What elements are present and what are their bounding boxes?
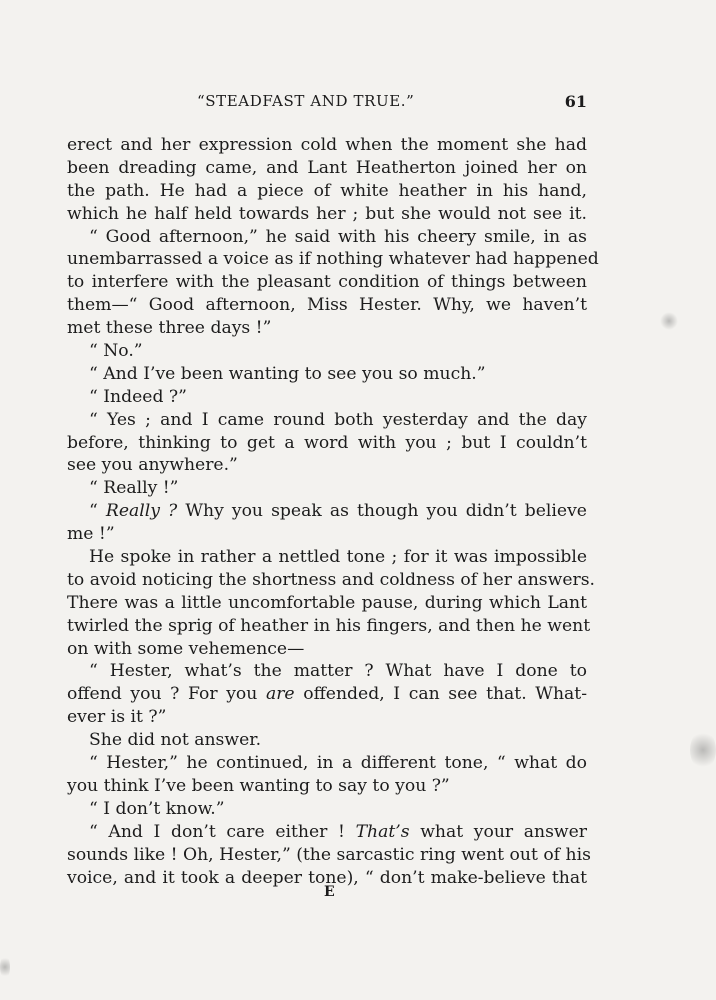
- text-line: which he half held towards her ; but she would not see it.: [67, 203, 587, 224]
- scan-smudge: [660, 312, 678, 330]
- scan-smudge: [690, 730, 716, 770]
- running-title: “STEADFAST AND TRUE.”: [197, 92, 415, 110]
- text-line: “ I don’t know.”: [89, 798, 225, 819]
- scan-smudge: [0, 955, 10, 979]
- text-line: on with some vehemence—: [67, 638, 305, 659]
- emphasis-text: Really ?: [105, 501, 178, 522]
- text-line: to avoid noticing the shortness and coldness of her answers.: [67, 569, 595, 590]
- text-line: before, thinking to get a word with you ; but I couldn’t: [67, 432, 587, 453]
- text-line: “ Indeed ?”: [89, 386, 187, 407]
- text-line: you think I’ve been wanting to say to you ?”: [67, 775, 450, 796]
- text-line: the path. He had a piece of white heather in his hand,: [67, 180, 587, 201]
- text-line: me !”: [67, 524, 115, 545]
- text-line: “ Good afternoon,” he said with his cheery smile, in as: [89, 226, 587, 247]
- text-line: see you anywhere.”: [67, 455, 238, 476]
- page-header: [67, 92, 587, 114]
- text-line: “ Really ? Why you speak as though you didn’t believe: [89, 501, 587, 522]
- text-line: “ Hester, what’s the matter ? What have I done to: [89, 661, 587, 682]
- text-line: offend you ? For you are offended, I can see that. What-: [67, 684, 588, 705]
- emphasis-text: are: [265, 684, 295, 705]
- text-line: “ No.”: [89, 341, 143, 362]
- text-line: “ And I’ve been wanting to see you so much.”: [89, 363, 486, 384]
- text-line: twirled the sprig of heather in his fingers, and then he went: [67, 615, 591, 636]
- text-line: She did not answer.: [89, 730, 262, 751]
- text-line: “ And I don’t care either ! That’s what your answer: [89, 821, 588, 842]
- text-line: He spoke in rather a nettled tone ; for it was impossible: [89, 547, 587, 568]
- text-line: erect and her expression cold when the moment she had: [67, 135, 587, 155]
- page-number: 61: [564, 92, 587, 111]
- text-line: sounds like ! Oh, Hester,” (the sarcastic ring went out of his: [67, 844, 591, 865]
- emphasis-text: That’s: [355, 821, 410, 842]
- text-line: them—“ Good afternoon, Miss Hester. Why, we haven’t: [67, 295, 587, 316]
- text-line: There was a little uncomfortable pause, during which Lant: [67, 592, 587, 613]
- text-line: unembarrassed a voice as if nothing whatever had happened: [67, 249, 599, 270]
- text-line: ever is it ?”: [67, 707, 167, 728]
- body-text: [67, 134, 599, 889]
- text-line: “ Yes ; and I came round both yesterday and the day: [89, 409, 587, 430]
- signature-mark: E: [324, 884, 335, 900]
- text-line: been dreading came, and Lant Heatherton joined her on: [67, 157, 587, 178]
- text-line: voice, and it took a deeper tone), “ don’t make-believe that: [67, 867, 587, 888]
- text-line: “ Hester,” he continued, in a different tone, “ what do: [89, 753, 587, 774]
- text-line: “ Really !”: [89, 478, 179, 499]
- text-line: to interfere with the pleasant condition of things between: [67, 272, 587, 293]
- text-line: met these three days !”: [67, 318, 272, 339]
